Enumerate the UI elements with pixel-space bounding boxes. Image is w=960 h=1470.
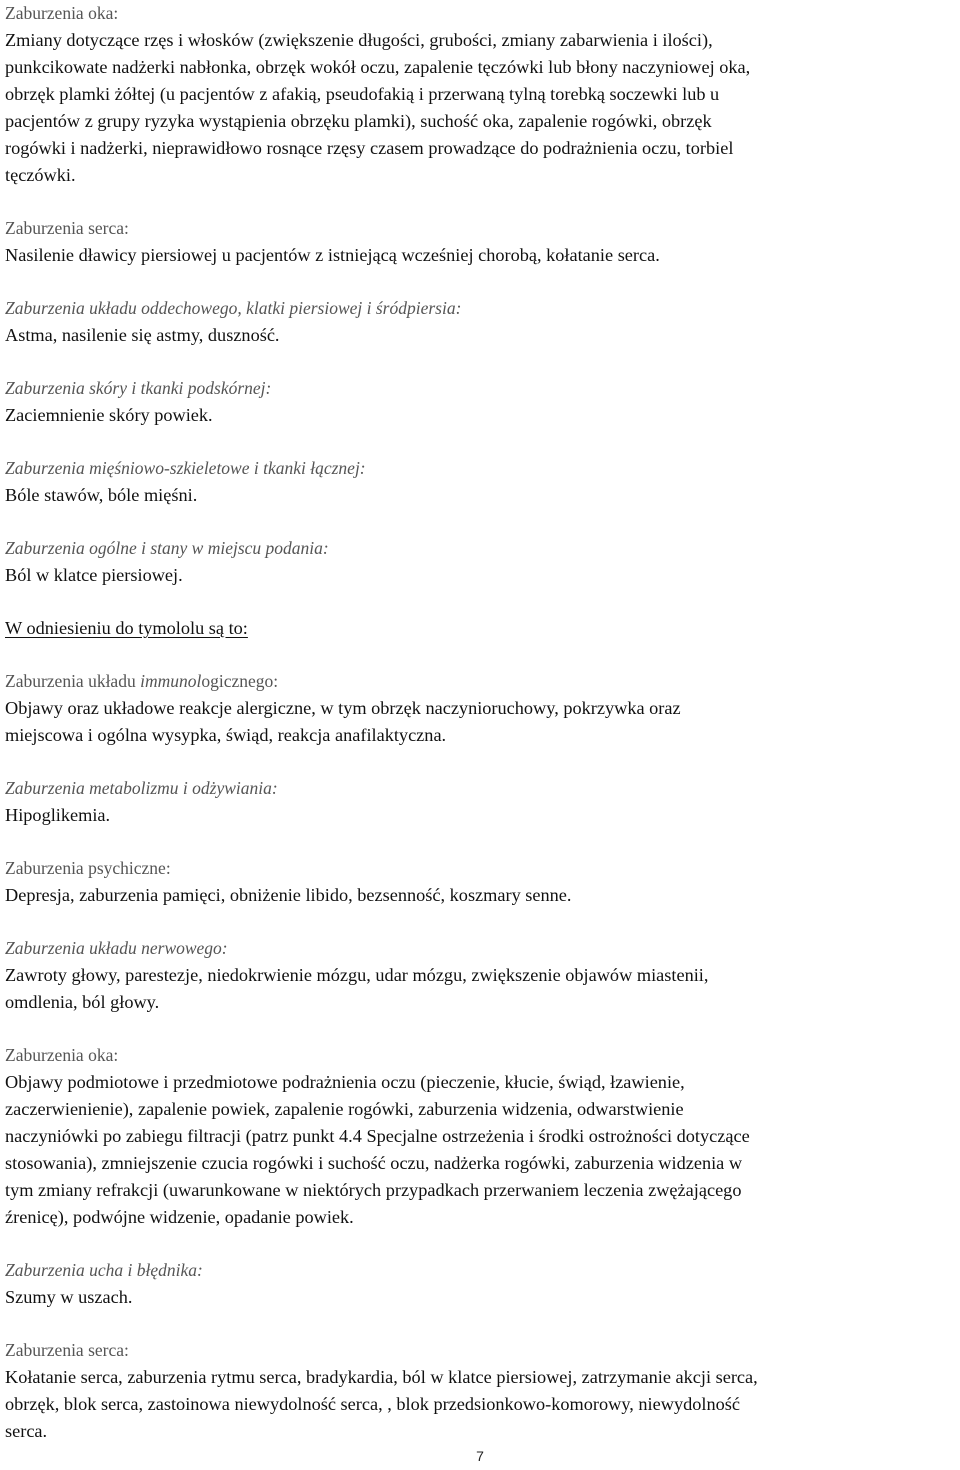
spacer (5, 189, 957, 215)
timolol-section-title: W odniesieniu do tymololu są to: (5, 618, 248, 638)
section-heading: Zaburzenia mięśniowo-szkieletowe i tkanki łącznej: (5, 458, 366, 478)
section-body-line: naczyniówki po zabiegu filtracji (patrz punkt 4.4 Specjalne ostrzeżenia i środki ostrożności dotyczące (5, 1126, 750, 1146)
section-body-line: omdlenia, ból głowy. (5, 992, 160, 1012)
section-body-line: źrenicę), podwójne widzenie, opadanie powiek. (5, 1207, 354, 1227)
adverse-effects-timolol (5, 775, 957, 1445)
section-heading (5, 668, 957, 695)
page-number: 7 (476, 1448, 484, 1464)
section-heading: Zaburzenia psychiczne: (5, 858, 171, 878)
section-heading: Zaburzenia oka: (5, 3, 119, 23)
section-body-line: rogówki i nadżerki, nieprawidłowo rosnące rzęsy czasem prowadzące do podrażnienia oczu, torbiel (5, 138, 734, 158)
section-body-line: Hipoglikemia. (5, 805, 111, 825)
section-body-line: serca. (5, 1421, 48, 1441)
section-body-line: Kołatanie serca, zaburzenia rytmu serca, bradykardia, ból w klatce piersiowej, zatrzymanie akcji serca, (5, 1367, 758, 1387)
spacer (5, 1016, 957, 1042)
section-heading: Zaburzenia układu oddechowego, klatki piersiowej i śródpiersia: (5, 298, 462, 318)
section (5, 375, 957, 429)
section-body-line: Nasilenie dławicy piersiowej u pacjentów z istniejącą wcześniej chorobą, kołatanie serca. (5, 245, 660, 265)
section-body-line: stosowania), zmniejszenie czucia rogówki i suchość oczu, nadżerka rogówki, zaburzenia widzenia w (5, 1153, 743, 1173)
spacer (5, 349, 957, 375)
heading-part-italic: immunol (140, 671, 202, 691)
section (5, 215, 957, 269)
section-heading: Zaburzenia serca: (5, 218, 129, 238)
document-page (5, 0, 957, 1445)
section (5, 775, 957, 829)
section-heading: Zaburzenia oka: (5, 1045, 119, 1065)
section-heading: Zaburzenia układu nerwowego: (5, 938, 228, 958)
section-body-line: obrzęk, blok serca, zastoinowa niewydolność serca, , blok przedsionkowo-komorowy, niewydolność (5, 1394, 740, 1414)
section-body-line: Objawy podmiotowe i przedmiotowe podrażnienia oczu (pieczenie, kłucie, świąd, łzawienie, (5, 1072, 685, 1092)
section (5, 855, 957, 909)
spacer (5, 1311, 957, 1337)
section-body-line: obrzęk plamki żółtej (u pacjentów z afakią, pseudofakią i przerwaną tylną torebką soczewki lub u (5, 84, 720, 104)
section-body-line: Szumy w uszach. (5, 1287, 133, 1307)
section-body-line: miejscowa i ogólna wysypka, świąd, reakcja anafilaktyczna. (5, 725, 447, 745)
spacer (5, 829, 957, 855)
spacer (5, 909, 957, 935)
section-heading: Zaburzenia skóry i tkanki podskórnej: (5, 378, 272, 398)
section-heading: Zaburzenia metabolizmu i odżywiania: (5, 778, 278, 798)
section (5, 295, 957, 349)
spacer (5, 1231, 957, 1257)
spacer (5, 509, 957, 535)
section-immune-system (5, 668, 957, 749)
spacer (5, 589, 957, 615)
section-body-line: tym zmiany refrakcji (uwarunkowane w niektórych przypadkach przerwaniem leczenia zwężającego (5, 1180, 742, 1200)
section-heading: Zaburzenia serca: (5, 1340, 129, 1360)
section (5, 455, 957, 509)
section-body-line: punkcikowate nadżerki nabłonka, obrzęk wokół oczu, zapalenie tęczówki lub błony naczyniowej oka, (5, 57, 751, 77)
section (5, 935, 957, 1016)
section-body-line: zaczerwienienie), zapalenie powiek, zapalenie rogówki, zaburzenia widzenia, odwarstwienie (5, 1099, 684, 1119)
section (5, 1257, 957, 1311)
adverse-effects-latanoprost (5, 0, 957, 615)
section-body-line: Zaciemnienie skóry powiek. (5, 405, 213, 425)
section-body-line: tęczówki. (5, 165, 76, 185)
heading-part: Zaburzenia układu (5, 671, 141, 691)
section-body-line: Bóle stawów, bóle mięśni. (5, 485, 198, 505)
spacer (5, 749, 957, 775)
spacer (5, 429, 957, 455)
heading-part: ogicznego: (201, 671, 279, 691)
spacer (5, 642, 957, 668)
spacer (5, 269, 957, 295)
section (5, 1042, 957, 1231)
section-body-line: Zmiany dotyczące rzęs i włosków (zwiększenie długości, grubości, zmiany zabarwienia i ilości), (5, 30, 713, 50)
section-heading: Zaburzenia ogólne i stany w miejscu podania: (5, 538, 329, 558)
section-body-line: Ból w klatce piersiowej. (5, 565, 183, 585)
section (5, 535, 957, 589)
section-body-line: pacjentów z grupy ryzyka wystąpienia obrzęku plamki), suchość oka, zapalenie rogówki, obrzęk (5, 111, 712, 131)
section-heading: Zaburzenia ucha i błędnika: (5, 1260, 203, 1280)
section-body-line: Astma, nasilenie się astmy, duszność. (5, 325, 280, 345)
section (5, 0, 957, 189)
section (5, 1337, 957, 1445)
section-body-line: Depresja, zaburzenia pamięci, obniżenie libido, bezsenność, koszmary senne. (5, 885, 572, 905)
section-body-line: Zawroty głowy, parestezje, niedokrwienie mózgu, udar mózgu, zwiększenie objawów miastenii, (5, 965, 709, 985)
section-body-line: Objawy oraz układowe reakcje alergiczne, w tym obrzęk naczynioruchowy, pokrzywka oraz (5, 698, 681, 718)
